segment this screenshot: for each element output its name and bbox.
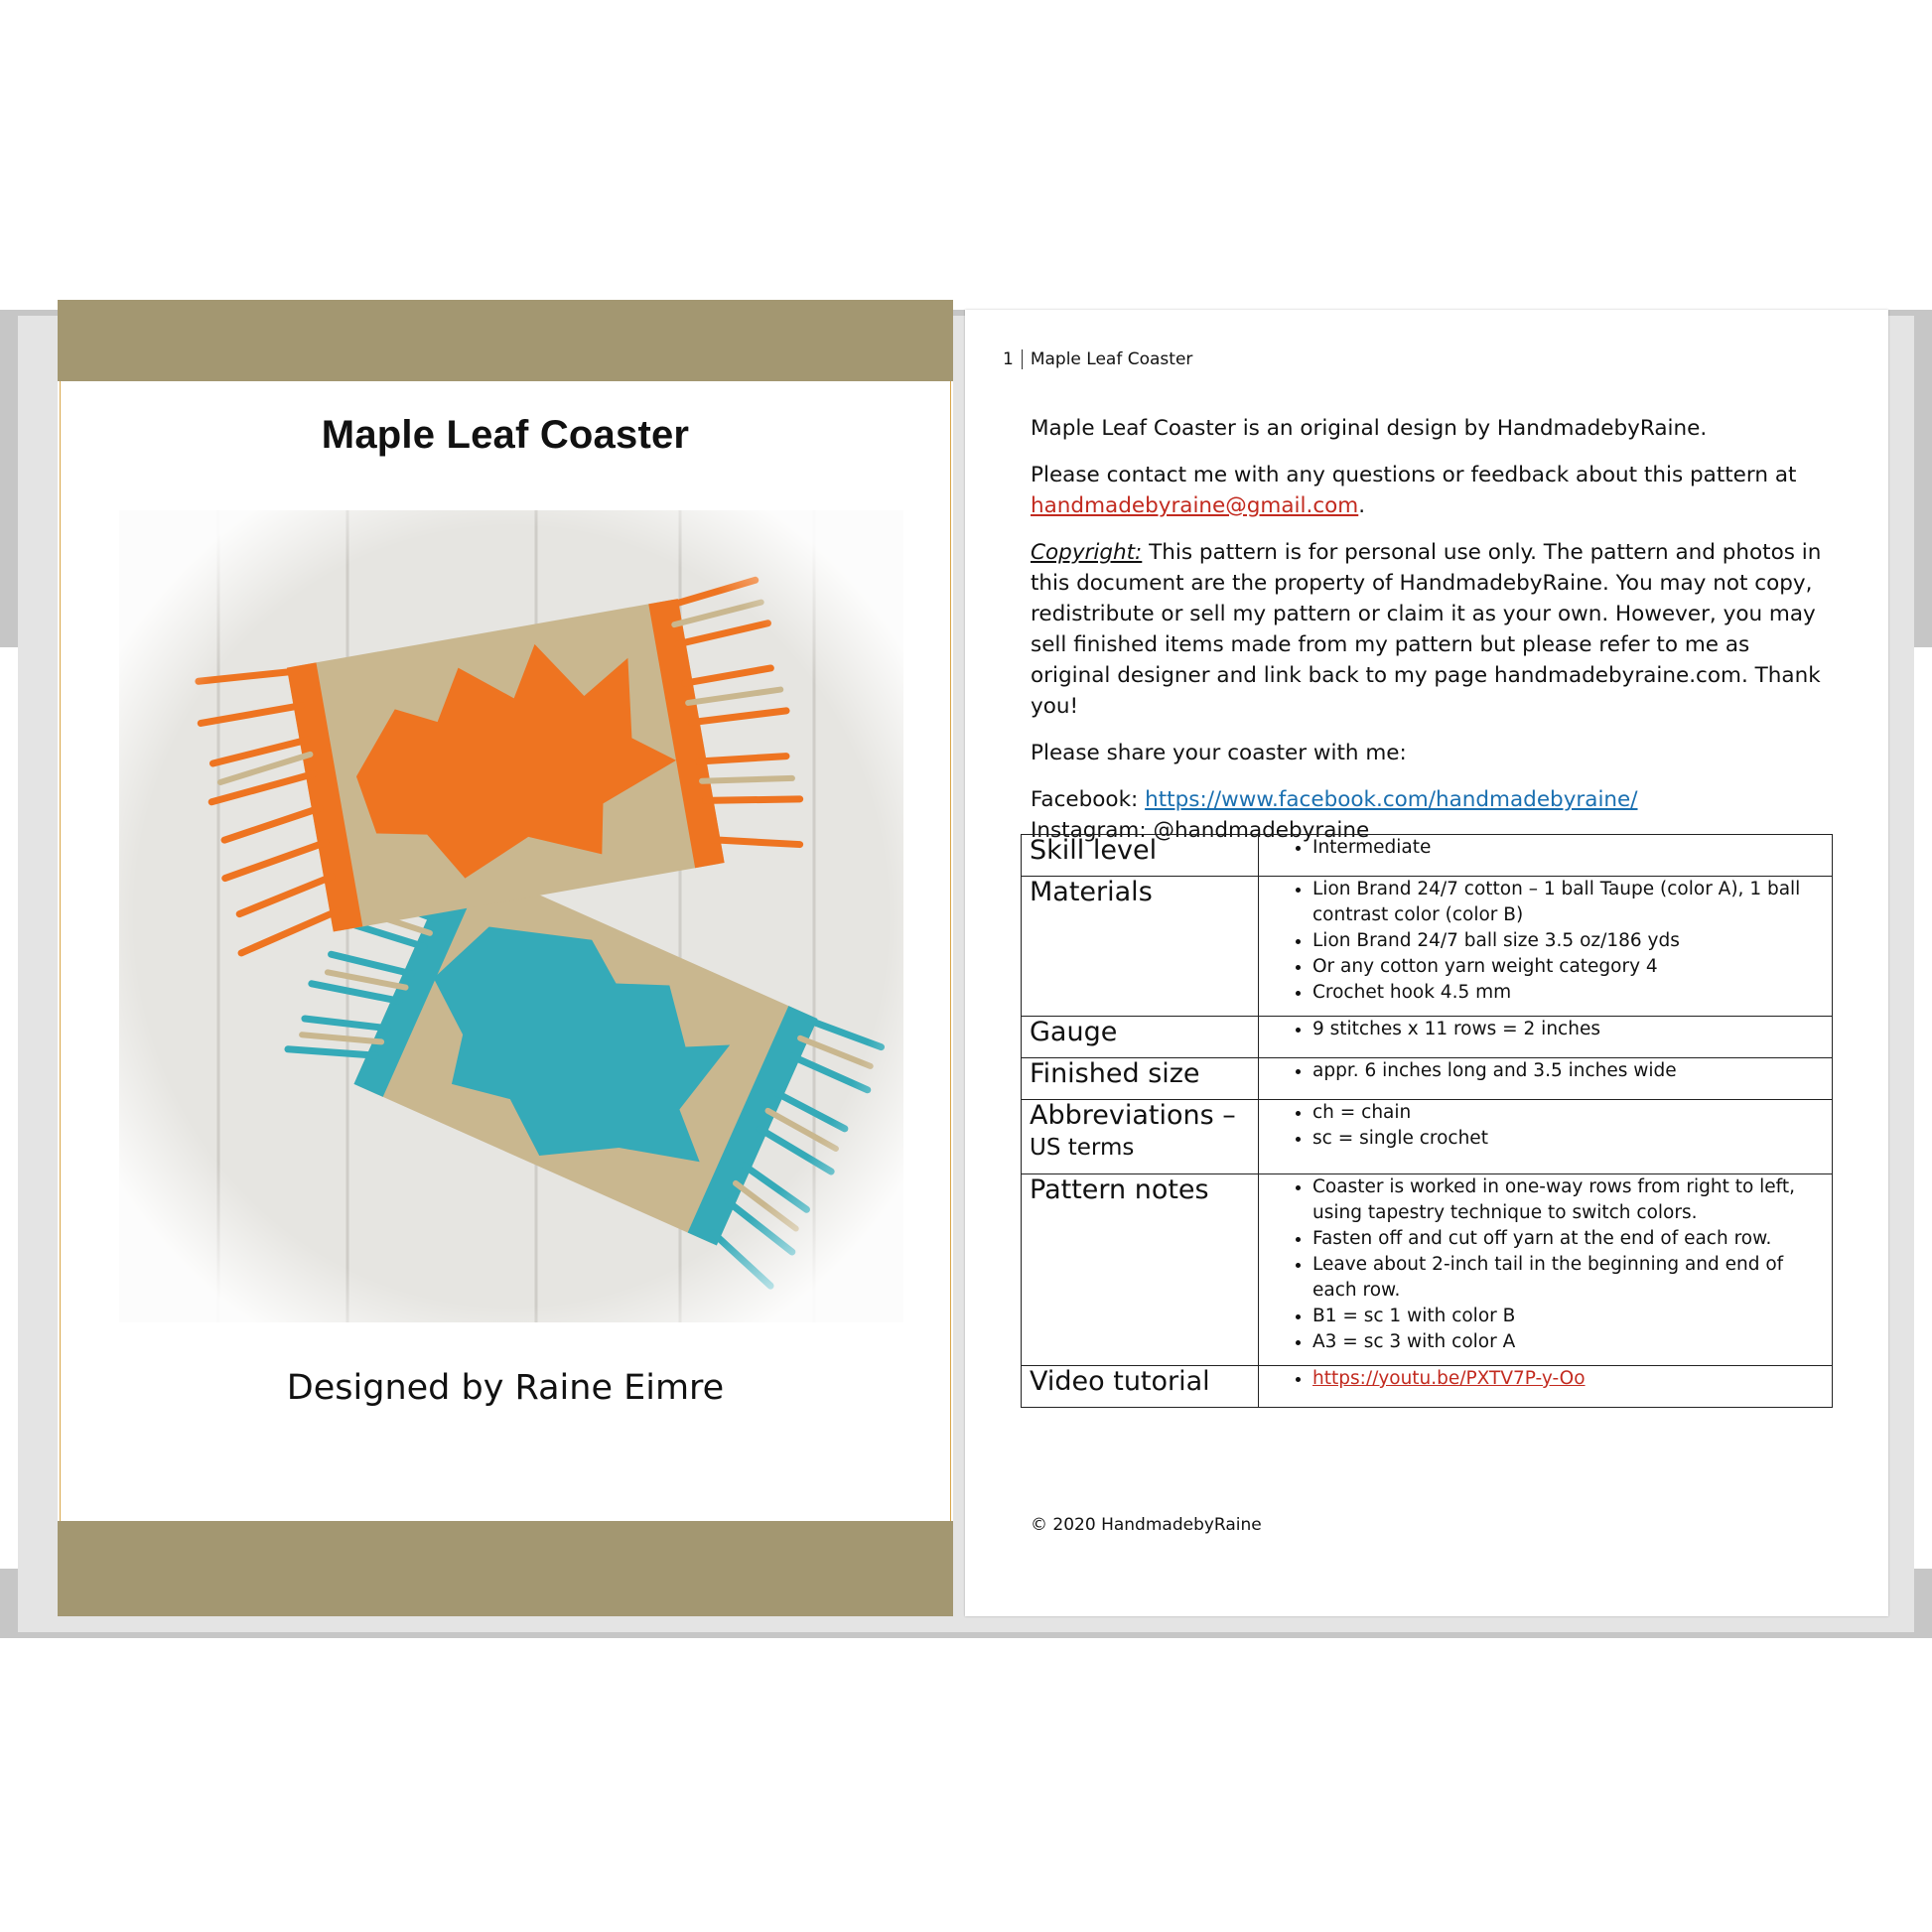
- row-items: [1259, 835, 1833, 877]
- row-label: Pattern notes: [1022, 1174, 1259, 1366]
- cover-photo: [119, 510, 903, 1322]
- cover-title: Maple Leaf Coaster: [321, 413, 690, 457]
- row-items: [1259, 1366, 1833, 1408]
- instagram-handle: Instagram: @handmadebyraine: [1031, 818, 1370, 843]
- list-item: • 9 stitches x 11 rows = 2 inches: [1312, 1017, 1824, 1042]
- facebook-link[interactable]: https://www.facebook.com/handmadebyraine/: [1145, 787, 1638, 812]
- table-row: [1022, 1100, 1833, 1174]
- row-items: [1259, 1174, 1833, 1366]
- photo-vignette: [119, 510, 903, 1322]
- row-label: Materials: [1022, 877, 1259, 1017]
- list-item: • ch = chain: [1312, 1100, 1824, 1126]
- table-row: [1022, 1174, 1833, 1366]
- list-item: • A3 = sc 3 with color A: [1312, 1329, 1824, 1355]
- abbr-label: Abbreviations –: [1030, 1100, 1236, 1131]
- abbr-sublabel: US terms: [1030, 1135, 1135, 1161]
- list-item: • Coaster is worked in one-way rows from right to left, using tapestry technique to switch colors.: [1312, 1174, 1824, 1226]
- copyright-text: This pattern is for personal use only. The pattern and photos in this document are the property of HandmadebyRaine. You may not copy, redistribute or sell my pattern or claim it as your own. However, you may sell finished items made from my pattern but please refer to me as original designer and link back to my page handmadebyraine.com. Thank you!: [1031, 540, 1822, 719]
- email-link[interactable]: handmadebyraine@gmail.com: [1031, 493, 1359, 518]
- contact-text: Please contact me with any questions or feedback about this pattern at: [1031, 463, 1797, 487]
- table-row: [1022, 1366, 1833, 1408]
- copyright-footer: © 2020 HandmadebyRaine: [1031, 1515, 1262, 1535]
- intro-text: [1031, 413, 1825, 862]
- table-row: [1022, 877, 1833, 1017]
- cover-byline: Designed by Raine Eimre: [286, 1368, 725, 1408]
- running-title: Maple Leaf Coaster: [1030, 349, 1193, 369]
- page-number: 1: [1003, 349, 1023, 369]
- list-item: [1312, 1366, 1824, 1392]
- row-items: [1259, 877, 1833, 1017]
- list-item: • Or any cotton yarn weight category 4: [1312, 954, 1824, 980]
- table-row: [1022, 1017, 1833, 1058]
- list-item: • B1 = sc 1 with color B: [1312, 1304, 1824, 1329]
- pattern-info-table: [1021, 834, 1833, 1408]
- cover-top-band: [58, 300, 953, 381]
- row-items: [1259, 1058, 1833, 1100]
- contact-paragraph: Please contact me with any questions or feedback about this pattern at handmadebyraine@gmail.com.: [1031, 463, 1797, 518]
- list-item: • Lion Brand 24/7 cotton – 1 ball Taupe (color A), 1 ball contrast color (color B): [1312, 877, 1824, 928]
- list-item: • Crochet hook 4.5 mm: [1312, 980, 1824, 1006]
- row-label: Gauge: [1022, 1017, 1259, 1058]
- intro-paragraph: Maple Leaf Coaster is an original design by HandmadebyRaine.: [1031, 416, 1708, 441]
- list-item: • Fasten off and cut off yarn at the end of each row.: [1312, 1226, 1824, 1252]
- video-link[interactable]: https://youtu.be/PXTV7P-y-Oo: [1312, 1368, 1586, 1389]
- cover-page: [58, 300, 953, 1616]
- running-head: [1003, 349, 1192, 369]
- list-item: • Lion Brand 24/7 ball size 3.5 oz/186 yds: [1312, 928, 1824, 954]
- list-item: • Intermediate: [1312, 835, 1824, 861]
- row-label: Skill level: [1022, 835, 1259, 877]
- share-paragraph: Please share your coaster with me:: [1031, 741, 1407, 765]
- list-item: • Leave about 2-inch tail in the beginning and end of each row.: [1312, 1252, 1824, 1304]
- copyright-label: Copyright:: [1031, 540, 1143, 565]
- info-page: [965, 310, 1888, 1616]
- row-items: [1259, 1017, 1833, 1058]
- row-label: Video tutorial: [1022, 1366, 1259, 1408]
- row-label: Finished size: [1022, 1058, 1259, 1100]
- facebook-label: Facebook:: [1031, 787, 1146, 812]
- list-item: • appr. 6 inches long and 3.5 inches wide: [1312, 1058, 1824, 1084]
- copyright-paragraph: [1031, 537, 1825, 722]
- row-items: [1259, 1100, 1833, 1174]
- list-item: • sc = single crochet: [1312, 1126, 1824, 1152]
- table-row: [1022, 1058, 1833, 1100]
- row-label: [1022, 1100, 1259, 1174]
- cover-bottom-band: [58, 1521, 953, 1616]
- table-row: [1022, 835, 1833, 877]
